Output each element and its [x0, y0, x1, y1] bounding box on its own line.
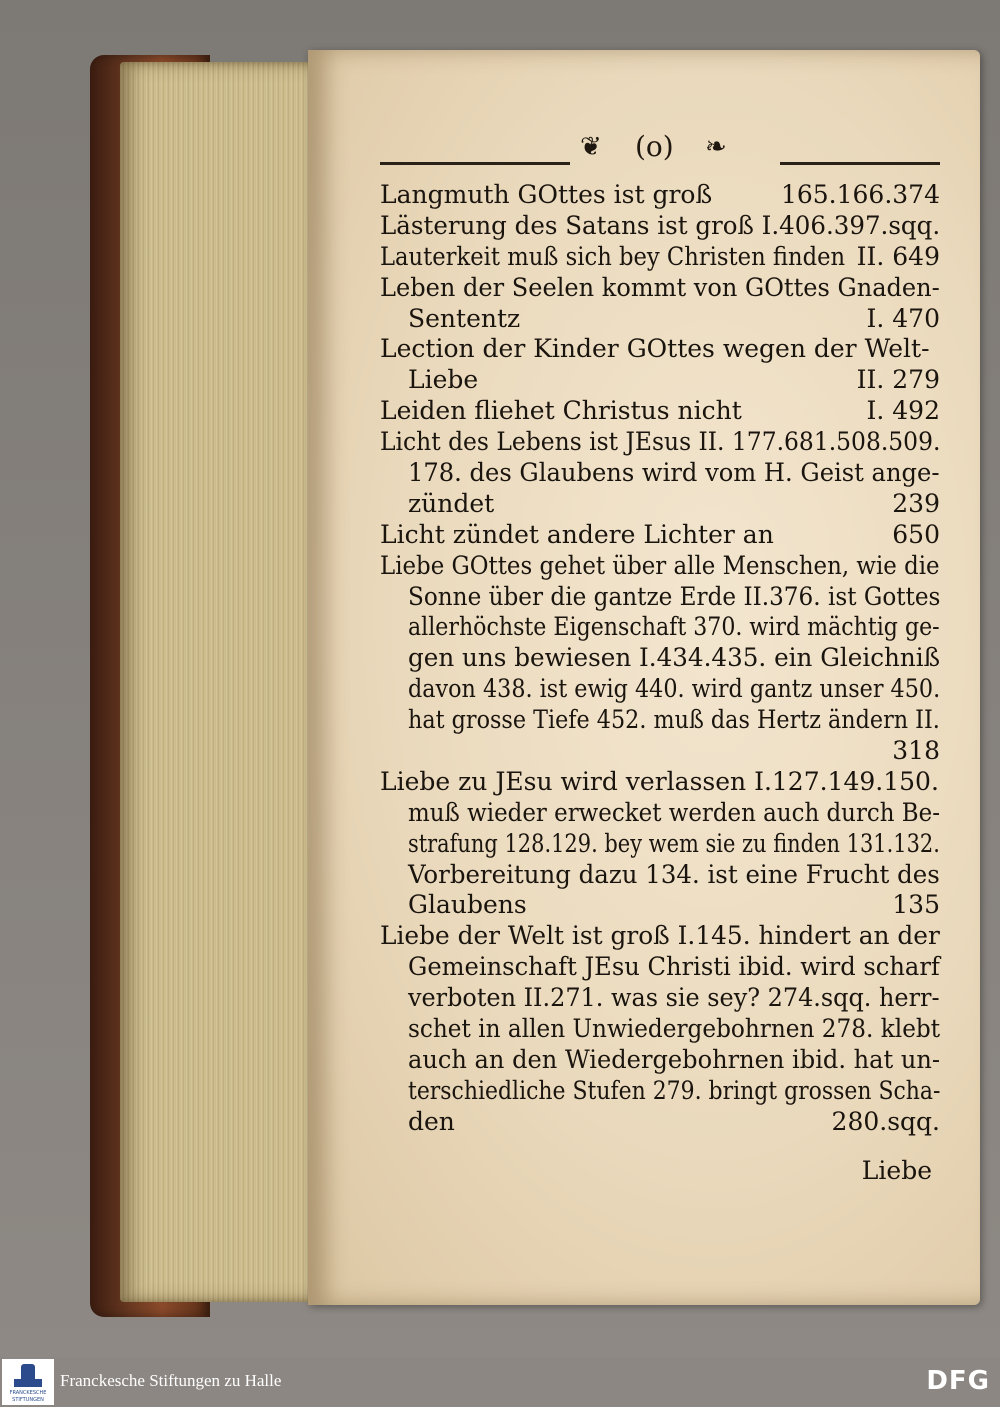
entry-text: terschiedliche Stufen 279. bringt grossen Scha-	[408, 1075, 941, 1105]
index-line	[380, 952, 940, 983]
page-reference: 165.166.374	[780, 180, 940, 209]
entry-text: Lauterkeit muß sich bey Christen finden	[380, 241, 846, 271]
index-line	[380, 860, 940, 891]
entry-text: den	[408, 1106, 455, 1136]
header-rule-right	[780, 162, 940, 165]
entry-text: auch an den Wiedergebohrnen ibid. hat un-	[408, 1044, 941, 1074]
entry-text: zündet	[408, 488, 495, 518]
page-block-edge	[120, 62, 320, 1302]
entry-text: muß wieder erwecket werden auch durch Be-	[408, 797, 940, 827]
index-line	[380, 1076, 940, 1107]
entry-text: Liebe der Welt ist groß I.145. hindert an der	[380, 921, 940, 951]
index-line	[380, 211, 940, 242]
entry-text: Licht des Lebens ist JEsus II. 177.681.508.509.	[380, 427, 941, 457]
entry-text: strafung 128.129. bey wem sie zu finden 131.132.	[408, 828, 940, 858]
index-line	[380, 396, 940, 427]
entry-text: Lästerung des Satans ist groß I.406.397.sqq.	[380, 210, 941, 240]
entry-text: Sententz	[408, 303, 521, 333]
entry-text: allerhöchste Eigenschaft 370. wird mächtig ge-	[408, 612, 940, 642]
entry-text: Lection der Kinder GOttes wegen der Welt-	[380, 334, 930, 364]
entry-text: Liebe	[408, 365, 479, 395]
entry-text: Leben der Seelen kommt von GOttes Gnaden-	[380, 272, 940, 302]
index-line	[380, 304, 940, 335]
entry-text: Gemeinschaft JEsu Christi ibid. wird scharf	[408, 952, 940, 982]
index-line	[380, 334, 940, 365]
entry-text: Licht zündet andere Lichter an	[380, 519, 774, 549]
entry-text: Langmuth GOttes ist groß	[380, 180, 713, 209]
index-line	[380, 427, 940, 458]
page-reference: II. 649	[856, 241, 940, 271]
page-reference: II. 279	[856, 365, 940, 395]
index-line	[380, 705, 940, 736]
index-line	[380, 520, 940, 551]
index-line	[380, 612, 940, 643]
ornament-left-icon: ❦	[580, 132, 602, 162]
entry-text: gen uns bewiesen I.434.435. ein Gleichniß	[408, 643, 941, 673]
page-number: (o)	[635, 130, 674, 163]
index-line	[380, 736, 940, 767]
page-reference: 239	[892, 488, 940, 518]
index-line	[380, 551, 940, 582]
ornament-right-icon: ❧	[705, 132, 727, 162]
entry-text: 178. des Glaubens wird vom H. Geist ange-	[408, 458, 940, 488]
entry-text: hat grosse Tiefe 452. muß das Hertz ändern II.	[408, 705, 940, 735]
entry-text: Glaubens	[408, 890, 527, 920]
page-reference: 318	[892, 736, 940, 766]
index-line	[380, 890, 940, 921]
index-line	[380, 180, 940, 211]
index-line	[380, 242, 940, 273]
entry-text: Leiden fliehet Christus nicht	[380, 396, 742, 426]
index-line	[380, 674, 940, 705]
building-base-icon	[14, 1379, 42, 1387]
footer-bar	[0, 1357, 1000, 1407]
index-line	[380, 1107, 940, 1138]
index-line	[380, 582, 940, 613]
page-header	[380, 128, 940, 168]
index-line	[380, 365, 940, 396]
institution-name[interactable]: Franckesche Stiftungen zu Halle	[60, 1371, 282, 1390]
entry-text: davon 438. ist ewig 440. wird gantz unser 450.	[408, 674, 941, 704]
page-reference: I. 470	[866, 303, 940, 333]
index-text	[380, 180, 940, 1138]
index-line	[380, 798, 940, 829]
index-line	[380, 643, 940, 674]
index-line	[380, 489, 940, 520]
entry-text: Sonne über die gantze Erde II.376. ist Gottes	[408, 581, 941, 611]
index-line	[380, 983, 940, 1014]
entry-text: schet in allen Unwiedergebohrnen 278. klebt	[408, 1014, 941, 1044]
page-reference: 280.sqq.	[831, 1106, 940, 1136]
page-reference: 135	[892, 890, 940, 920]
entry-text: Vorbereitung dazu 134. ist eine Frucht des	[408, 859, 940, 889]
francke-logo[interactable]	[2, 1359, 54, 1405]
catchword: Liebe	[861, 1156, 932, 1185]
header-rule-left	[380, 162, 570, 165]
page-reference: I. 492	[866, 396, 940, 426]
index-line	[380, 1014, 940, 1045]
entry-text: Liebe zu JEsu wird verlassen I.127.149.150.	[380, 766, 939, 796]
index-line	[380, 767, 940, 798]
index-line	[380, 273, 940, 304]
page-reference: 650	[892, 519, 940, 549]
index-line	[380, 458, 940, 489]
entry-text: verboten II.271. was sie sey? 274.sqq. herr-	[408, 983, 940, 1013]
index-line	[380, 829, 940, 860]
index-line	[380, 921, 940, 952]
logo-text-1: FRANCKESCHE	[9, 1390, 47, 1396]
index-line	[380, 1045, 940, 1076]
logo-text-2: STIFTUNGEN	[12, 1397, 44, 1403]
entry-text: Liebe GOttes gehet über alle Menschen, wie die	[380, 550, 940, 580]
dfg-logo[interactable]: DFG	[926, 1366, 990, 1396]
